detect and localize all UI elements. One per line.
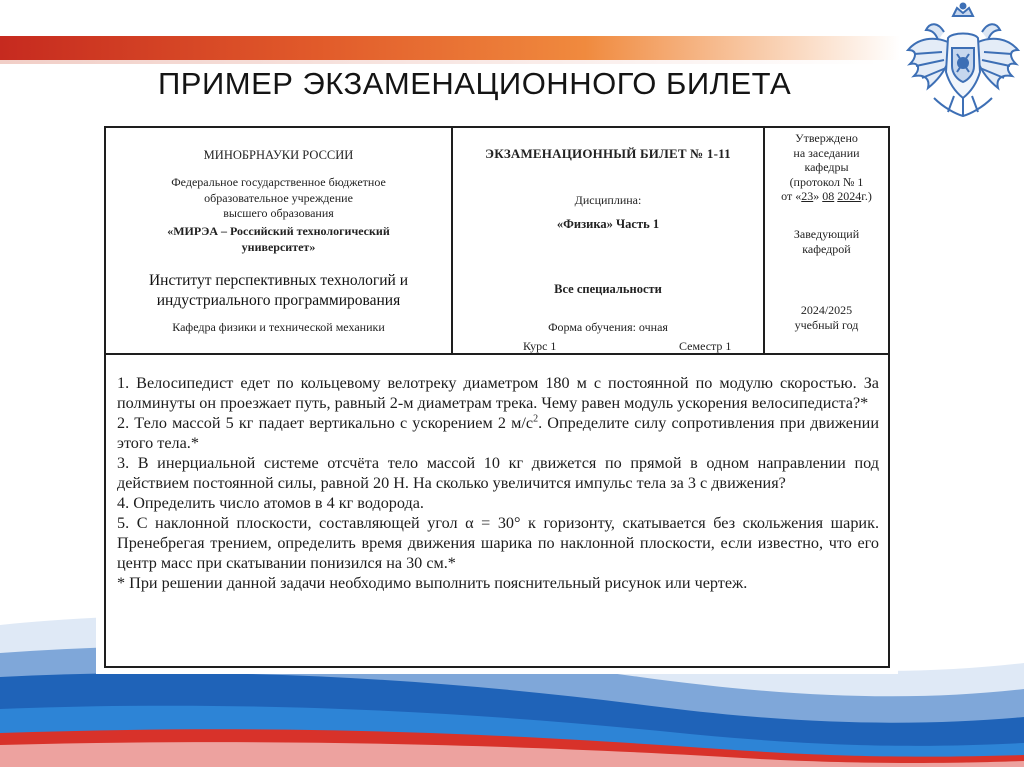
question-5: 5. С наклонной плоскости, составляющей угол α = 30° к горизонту, скатывается без скольжения шарик. Пренебрегая трением, определить время движения шарика по наклонной плоскости, если известно, что его центр масс при скатывании понизился на 30 см.* — [117, 514, 879, 572]
top-stripe-shadow — [0, 60, 880, 64]
organization-type: Федеральное государственное бюджетное образовательное учреждение высшего образования — [171, 175, 386, 220]
department-name: Кафедра физики и технической механики — [172, 320, 385, 334]
question-2: 2. Тело массой 5 кг падает вертикально с ускорением 2 $м/с^2$. Определите силу сопротивления при движении этого тела.* — [117, 413, 879, 452]
ministry-name: МИНОБРНАУКИ РОССИИ — [203, 148, 354, 162]
university-name: «МИРЭА – Российский технологический университет» — [167, 224, 390, 254]
question-3: 3. В инерциальной системе отсчёта тело массой 10 кг движется по прямой в одном направлении под действием постоянной силы, равной 20 Н. На сколько увеличится импульс тела за 3 с движения? — [117, 454, 879, 492]
approval-date: от «23» 08 2024г.) — [781, 189, 872, 204]
slide-title: ПРИМЕР ЭКЗАМЕНАЦИОННОГО БИЛЕТА — [158, 66, 792, 101]
exam-ticket-frame — [104, 126, 890, 668]
footnote: * При решении данной задачи необходимо выполнить пояснительный рисунок или чертеж. — [117, 574, 748, 592]
ticket-title: ЭКЗАМЕНАЦИОННЫЙ БИЛЕТ № 1-11 — [485, 146, 731, 161]
course: Курс 1 — [523, 339, 557, 353]
specialties: Все специальности — [554, 282, 662, 296]
head-of-department: Заведующий кафедрой — [793, 227, 860, 256]
question-1: 1. Велосипедист едет по кольцевому велотреку диаметром 180 м с постоянной по модулю скоростью. За полминуты он проезжает путь, равный 2-м диаметрам трека. Чему равен модуль ускорения велосипедиста?* — [117, 374, 879, 412]
question-4: 4. Определить число атомов в 4 кг водорода. — [117, 494, 424, 512]
double-headed-eagle-emblem-icon — [904, 2, 1022, 122]
ticket-header-left-column — [106, 128, 453, 353]
exam-ticket — [96, 124, 898, 674]
ticket-header-middle-column — [453, 128, 765, 353]
academic-year: 2024/2025 учебный год — [794, 303, 859, 332]
ticket-header — [106, 128, 888, 355]
approval-block: Утверждено на заседании кафедры (протокол № 1 от «23» 08 2024г.) — [765, 131, 888, 204]
study-form: Форма обучения: очная — [548, 320, 668, 334]
institute-name: Институт перспективных технологий и индустриального программирования — [148, 272, 409, 309]
semester: Семестр 1 — [679, 339, 732, 353]
discipline-value: «Физика» Часть 1 — [556, 217, 660, 231]
ticket-header-right-column — [765, 128, 888, 353]
discipline-label: Дисциплина: — [574, 193, 642, 207]
exam-questions — [117, 373, 879, 593]
top-decorative-stripe — [0, 36, 900, 60]
